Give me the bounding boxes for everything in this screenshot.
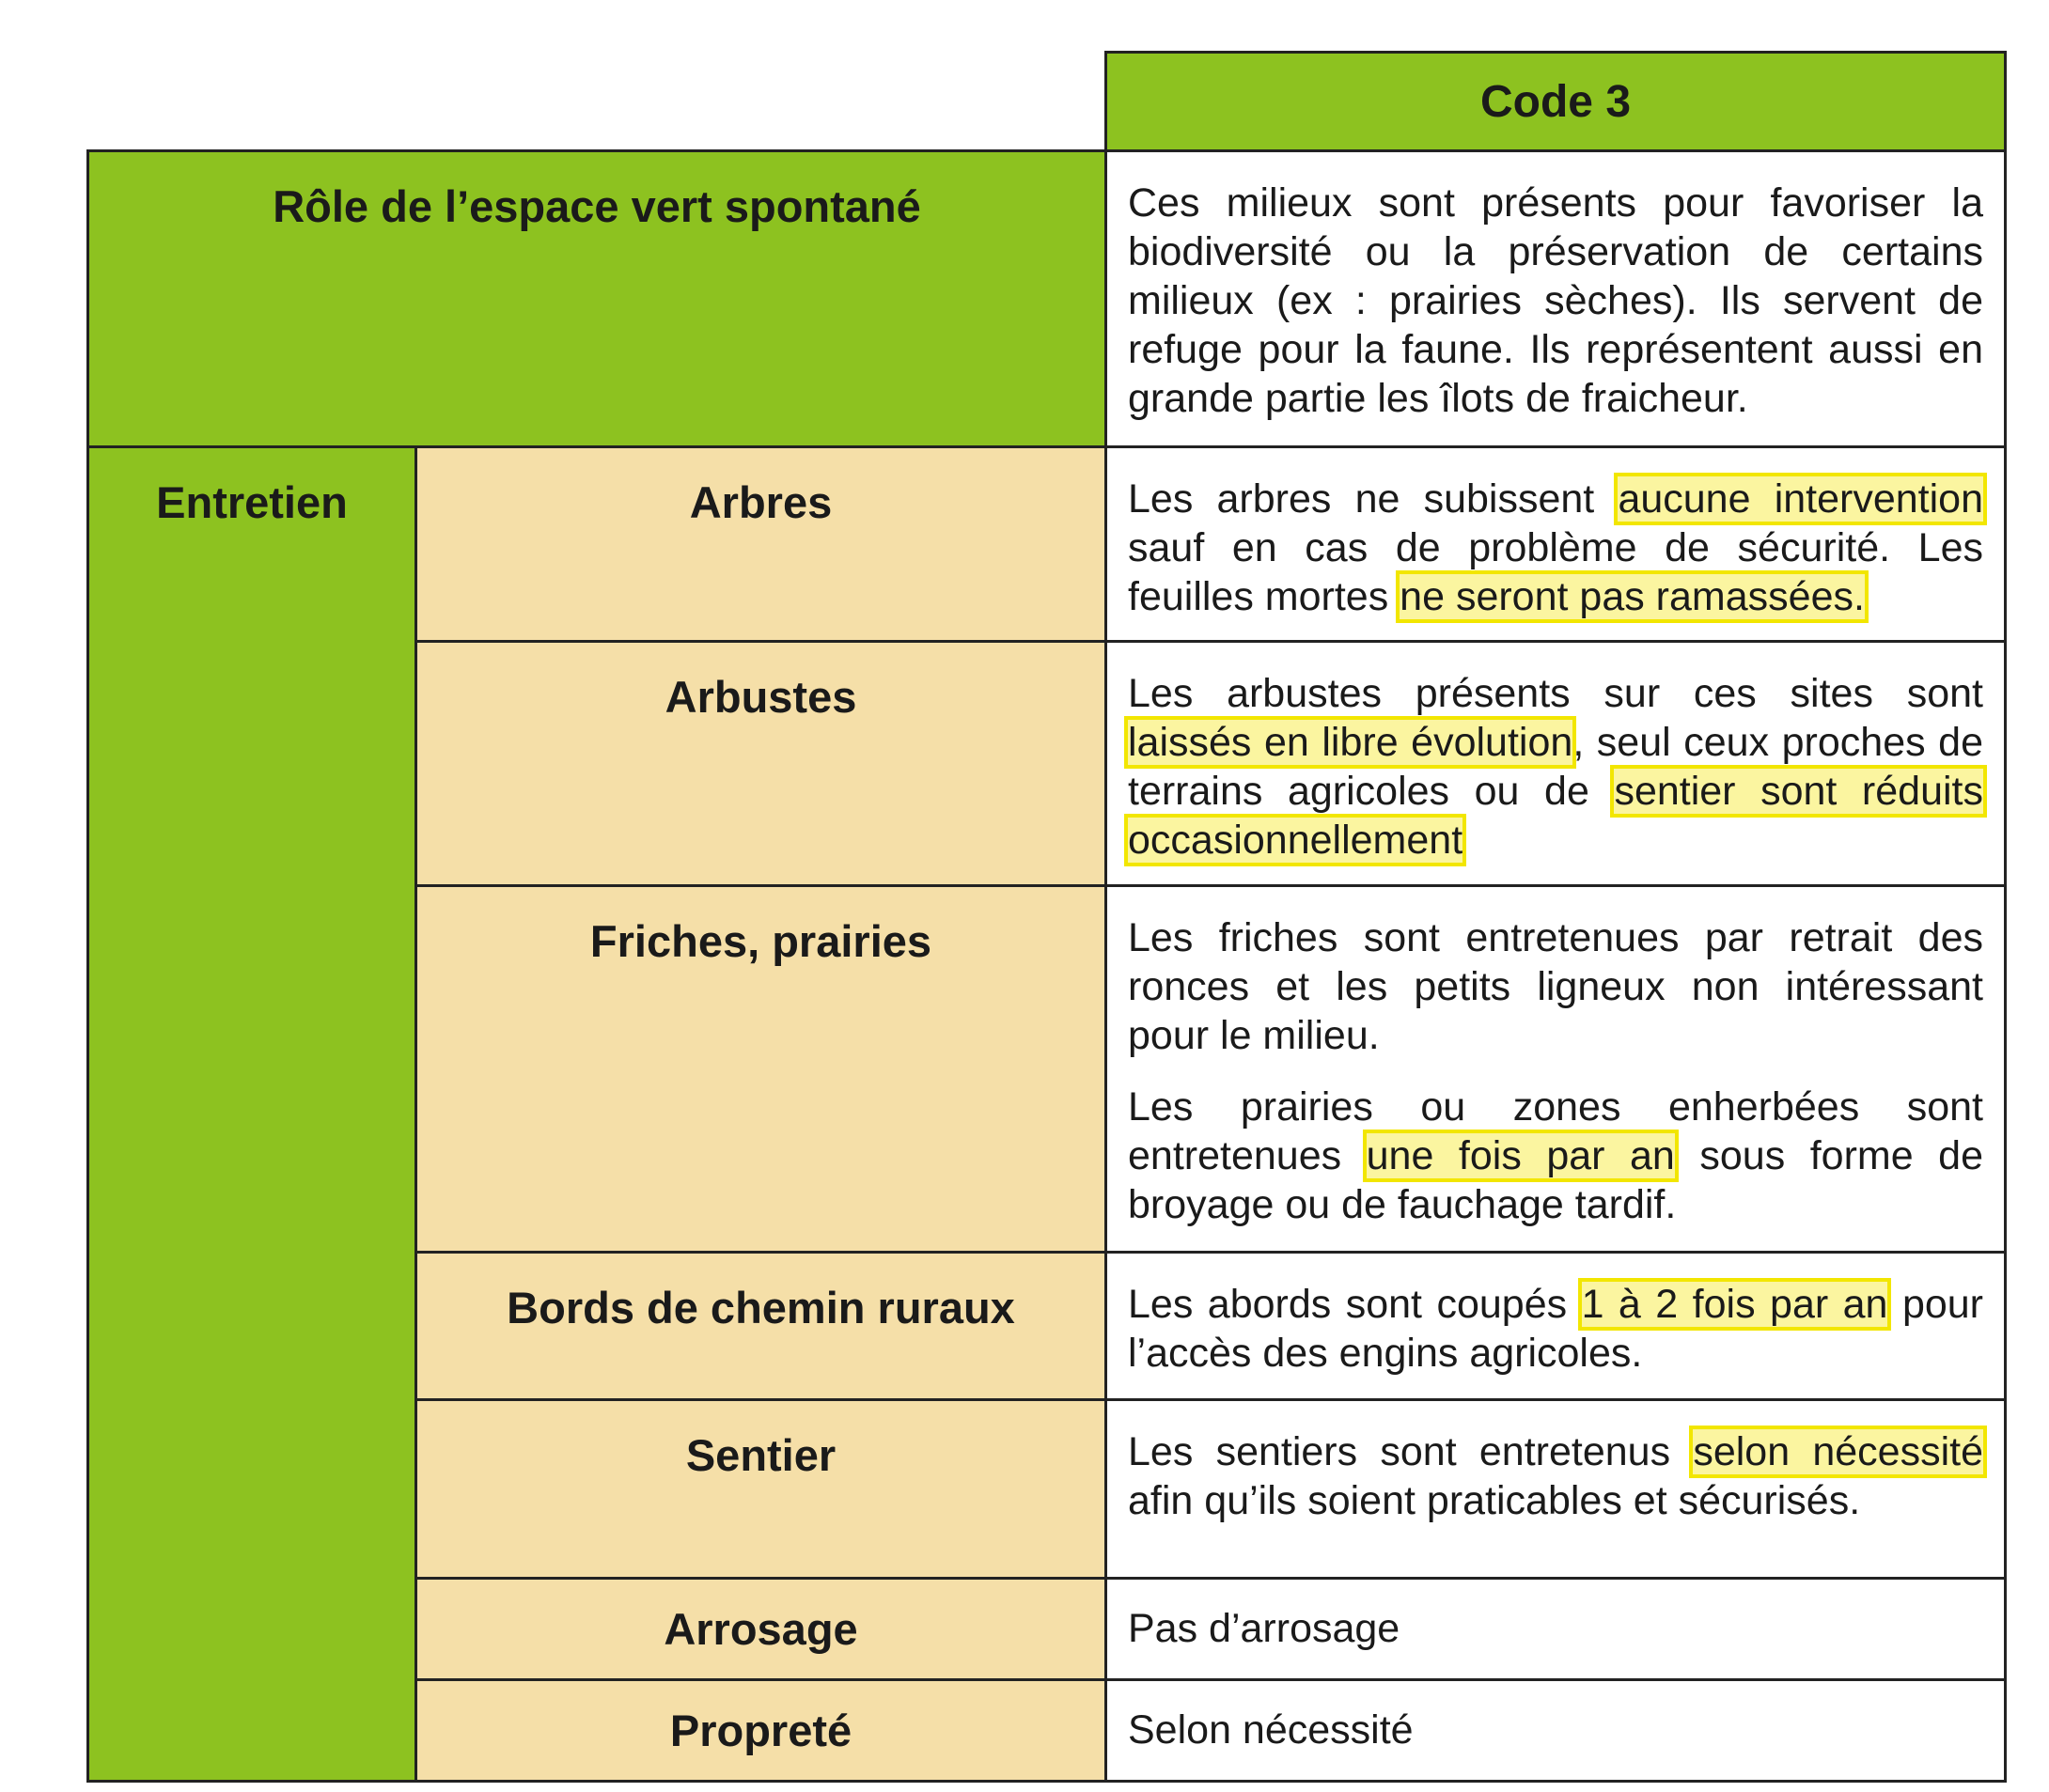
row-desc-arbres — [1106, 447, 2006, 642]
text-segment: Les prairies ou zones enherbées sont entretenues — [1128, 1084, 1983, 1178]
row-desc-proprete: Selon nécessité — [1106, 1680, 2006, 1782]
row-label-proprete: Propreté — [416, 1680, 1106, 1782]
row-desc-sentier — [1106, 1400, 2006, 1579]
code-header: Code 3 — [1106, 53, 2006, 151]
role-text: Ces milieux sont présents pour favoriser la biodiversité ou la préservation de certains milieux (ex : prairies sèches). Ils servent de refuge pour la faune. Ils représentent aussi en grande partie les îlots de fraicheur. — [1128, 180, 1983, 421]
row-desc-arbustes — [1106, 642, 2006, 886]
highlight-une-fois-par-an: une fois par an — [1366, 1133, 1675, 1178]
text-segment: , seul ceux proches de terrains agricoles ou de — [1128, 720, 1983, 814]
row-label-arbres: Arbres — [416, 447, 1106, 642]
row-label-arbustes: Arbustes — [416, 642, 1106, 886]
table-row-arbres — [88, 447, 2006, 642]
maintenance-table-container — [86, 51, 2004, 1783]
table-header-row — [88, 53, 2006, 151]
highlight-ne-seront-pas-ramassees: ne seront pas ramassées. — [1400, 574, 1865, 619]
highlight-reduits-occasionnellement: sentier sont réduits occasionnellement — [1128, 769, 1983, 863]
header-empty-cell — [88, 53, 1106, 151]
text-segment: pour l’accès des engins agricoles. — [1128, 1282, 1984, 1376]
text-segment: Les sentiers sont entretenus — [1128, 1429, 1694, 1474]
row-label-sentier: Sentier — [416, 1400, 1106, 1579]
text-segment: sous forme de broyage ou de fauchage tardif. — [1128, 1133, 1984, 1227]
row-label-friches: Friches, prairies — [416, 886, 1106, 1253]
text-segment: Les arbres ne subissent — [1128, 476, 1619, 522]
highlight-aucune-intervention: aucune intervention — [1618, 476, 1983, 522]
role-description — [1106, 151, 2006, 447]
text-segment: Les abords sont coupés — [1128, 1282, 1582, 1327]
row-desc-friches — [1106, 886, 2006, 1253]
row-desc-arrosage: Pas d’arrosage — [1106, 1579, 2006, 1680]
role-row — [88, 151, 2006, 447]
row-label-bords-chemin: Bords de chemin ruraux — [416, 1253, 1106, 1400]
highlight-selon-necessite: selon nécessité — [1693, 1429, 1984, 1474]
text-segment: Les arbustes présents sur ces sites sont — [1128, 671, 1983, 716]
maintenance-table — [86, 51, 2007, 1783]
text-segment: afin qu’ils soient praticables et sécurisés. — [1128, 1478, 1861, 1523]
text-segment: sauf en cas de problème de sécurité. Les feuilles mortes — [1128, 525, 1983, 619]
role-label: Rôle de l’espace vert spontané — [88, 151, 1106, 447]
friches-para-1: Les friches sont entretenues par retrait des ronces et les petits ligneux non intéressant pour le milieu. — [1128, 915, 1983, 1058]
row-desc-bords-chemin — [1106, 1253, 2006, 1400]
entretien-label: Entretien — [88, 447, 416, 1782]
row-label-arrosage: Arrosage — [416, 1579, 1106, 1680]
highlight-1-a-2-fois: 1 à 2 fois par an — [1581, 1282, 1888, 1327]
highlight-libre-evolution: laissés en libre évolution — [1128, 720, 1573, 765]
